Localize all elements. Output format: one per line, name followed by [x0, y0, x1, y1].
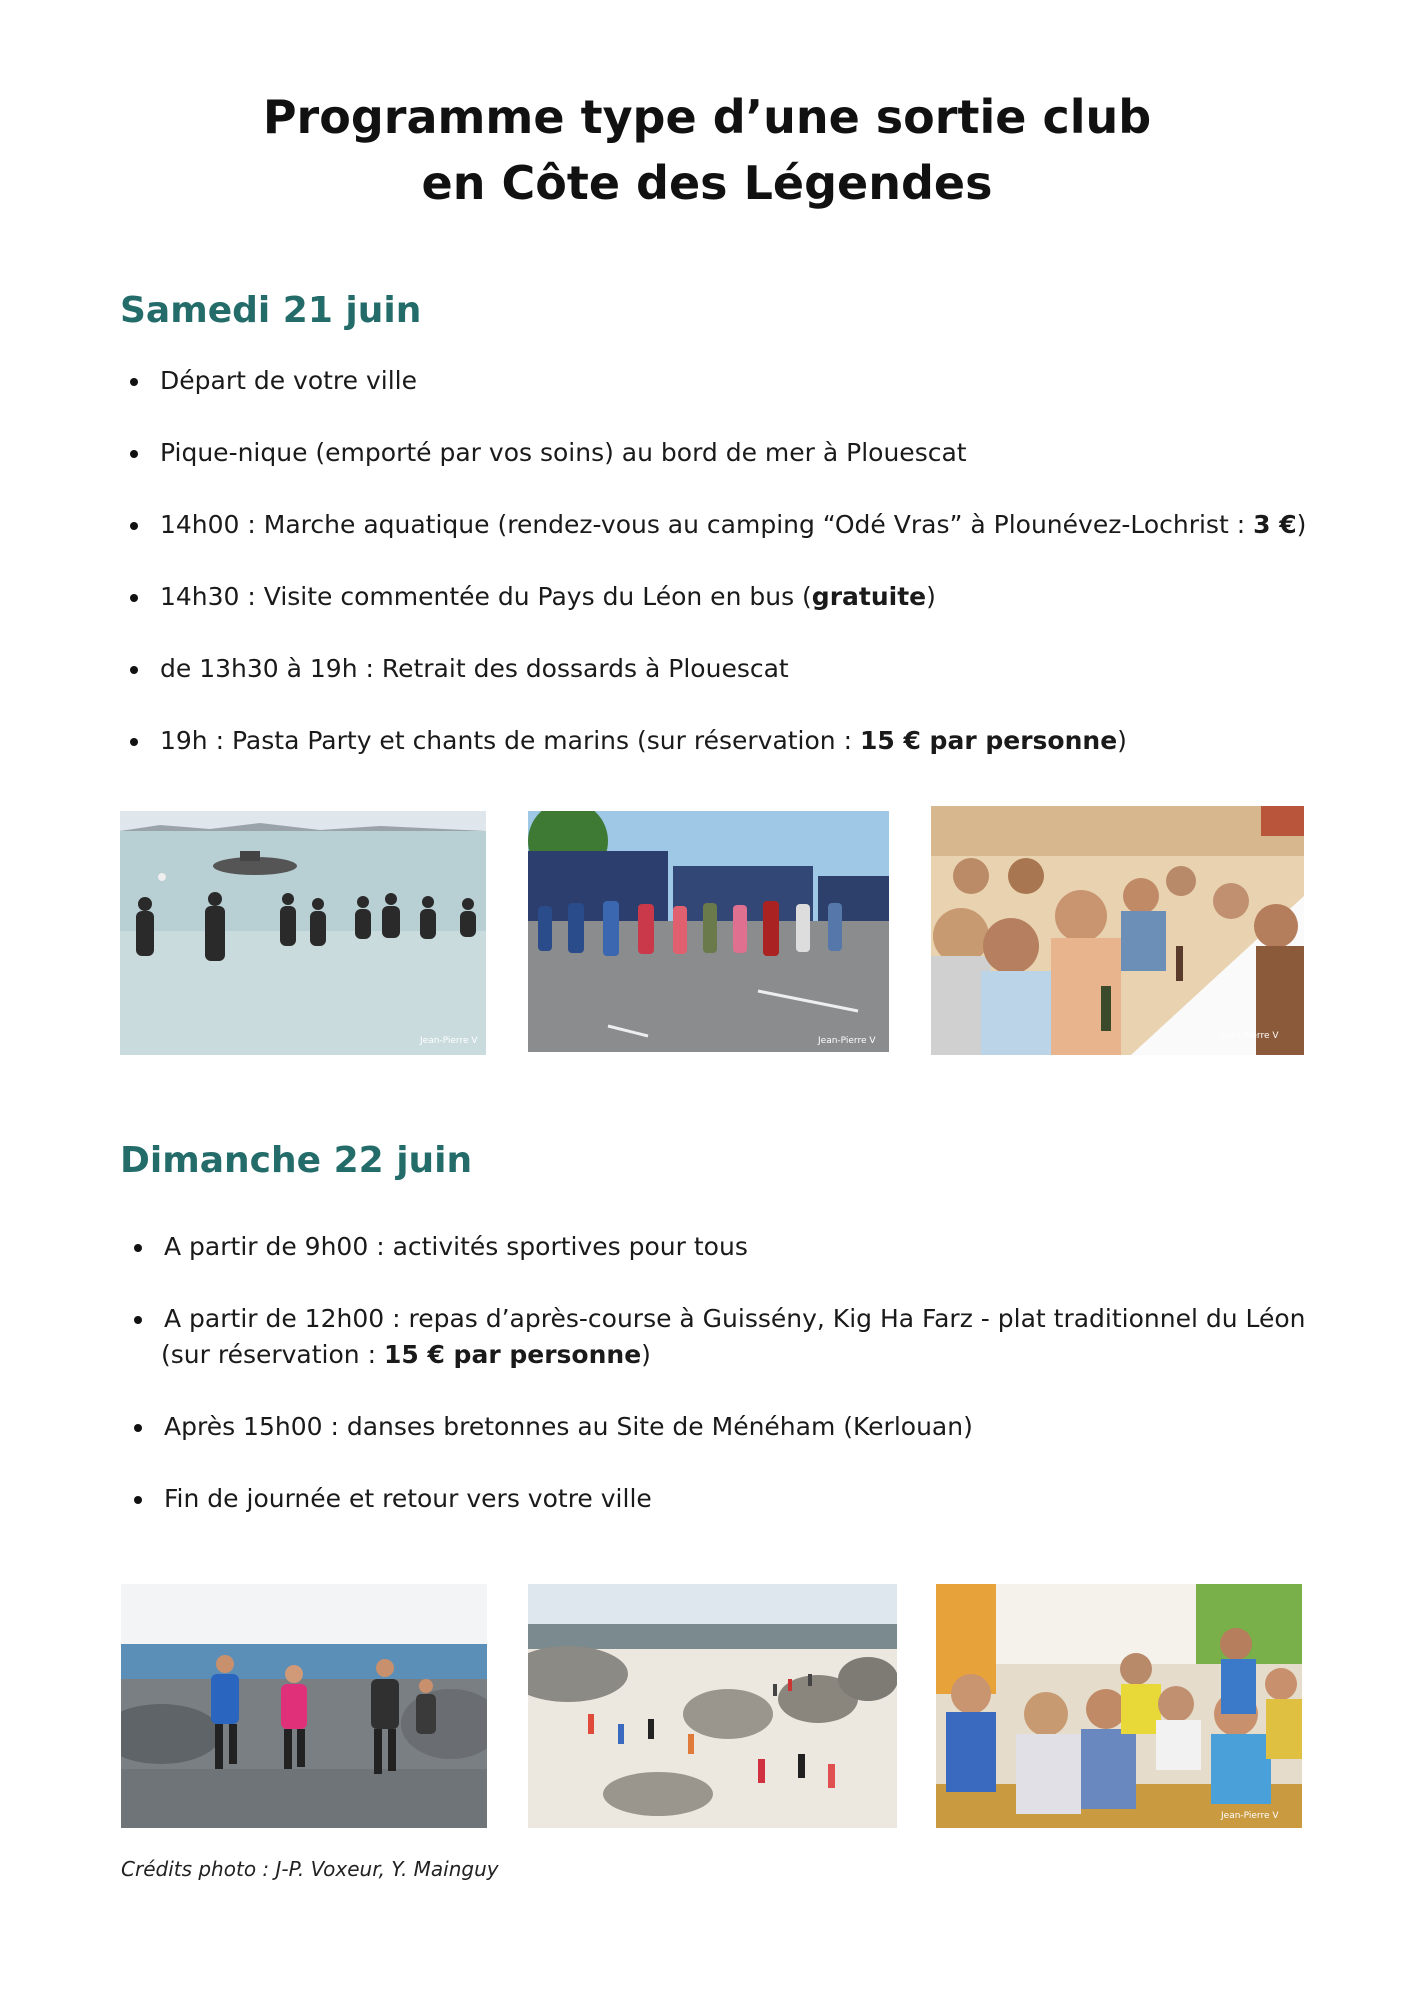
- list-item: 14h30 : Visite commentée du Pays du Léon en bus (gratuite): [160, 579, 1306, 615]
- list-item: 14h00 : Marche aquatique (rendez-vous au camping “Odé Vras” à Plounévez-Lochrist : 3 €): [160, 507, 1306, 543]
- page-title: [0, 84, 1414, 216]
- list-item: A partir de 9h00 : activités sportives pour tous: [164, 1229, 1306, 1265]
- list-item: 19h : Pasta Party et chants de marins (sur réservation : 15 € par personne): [160, 723, 1306, 759]
- list-item: A partir de 12h00 : repas d’après-course à Guissény, Kig Ha Farz - plat traditionnel du Léon (sur réservation : 15 € par personne): [164, 1301, 1306, 1373]
- saturday-heading: Samedi 21 juin: [120, 290, 422, 331]
- sunday-list: [161, 1229, 1306, 1553]
- svg-text:Jean-Pierre V: Jean-Pierre V: [420, 1036, 478, 1046]
- photo-aquatic-walk: [120, 811, 486, 1055]
- list-item: Après 15h00 : danses bretonnes au Site de Ménéham (Kerlouan): [164, 1409, 1306, 1445]
- photo-runners-road: [121, 1584, 487, 1828]
- title-line-1: Programme type d’une sortie club: [262, 90, 1152, 144]
- svg-text:Jean-Pierre V: Jean-Pierre V: [818, 1036, 876, 1046]
- list-item: Départ de votre ville: [160, 363, 1306, 399]
- sunday-heading: Dimanche 22 juin: [120, 1140, 473, 1181]
- photo-lunch-guisseny: [936, 1584, 1302, 1828]
- svg-text:Jean-Pierre V: Jean-Pierre V: [1221, 1811, 1279, 1821]
- photo-bus-tour: [528, 811, 889, 1052]
- photo-beach-trail: [528, 1584, 897, 1828]
- list-item: Pique-nique (emporté par vos soins) au bord de mer à Plouescat: [160, 435, 1306, 471]
- title-line-2: en Côte des Légendes: [421, 156, 993, 210]
- svg-text:Jean-Pierre V: Jean-Pierre V: [1221, 1031, 1279, 1041]
- photo-credits: Crédits photo : J-P. Voxeur, Y. Mainguy: [121, 1857, 499, 1881]
- list-item: de 13h30 à 19h : Retrait des dossards à Plouescat: [160, 651, 1306, 687]
- list-item: Fin de journée et retour vers votre ville: [164, 1481, 1306, 1517]
- photo-pasta-party: [931, 806, 1304, 1055]
- saturday-list: [160, 363, 1306, 795]
